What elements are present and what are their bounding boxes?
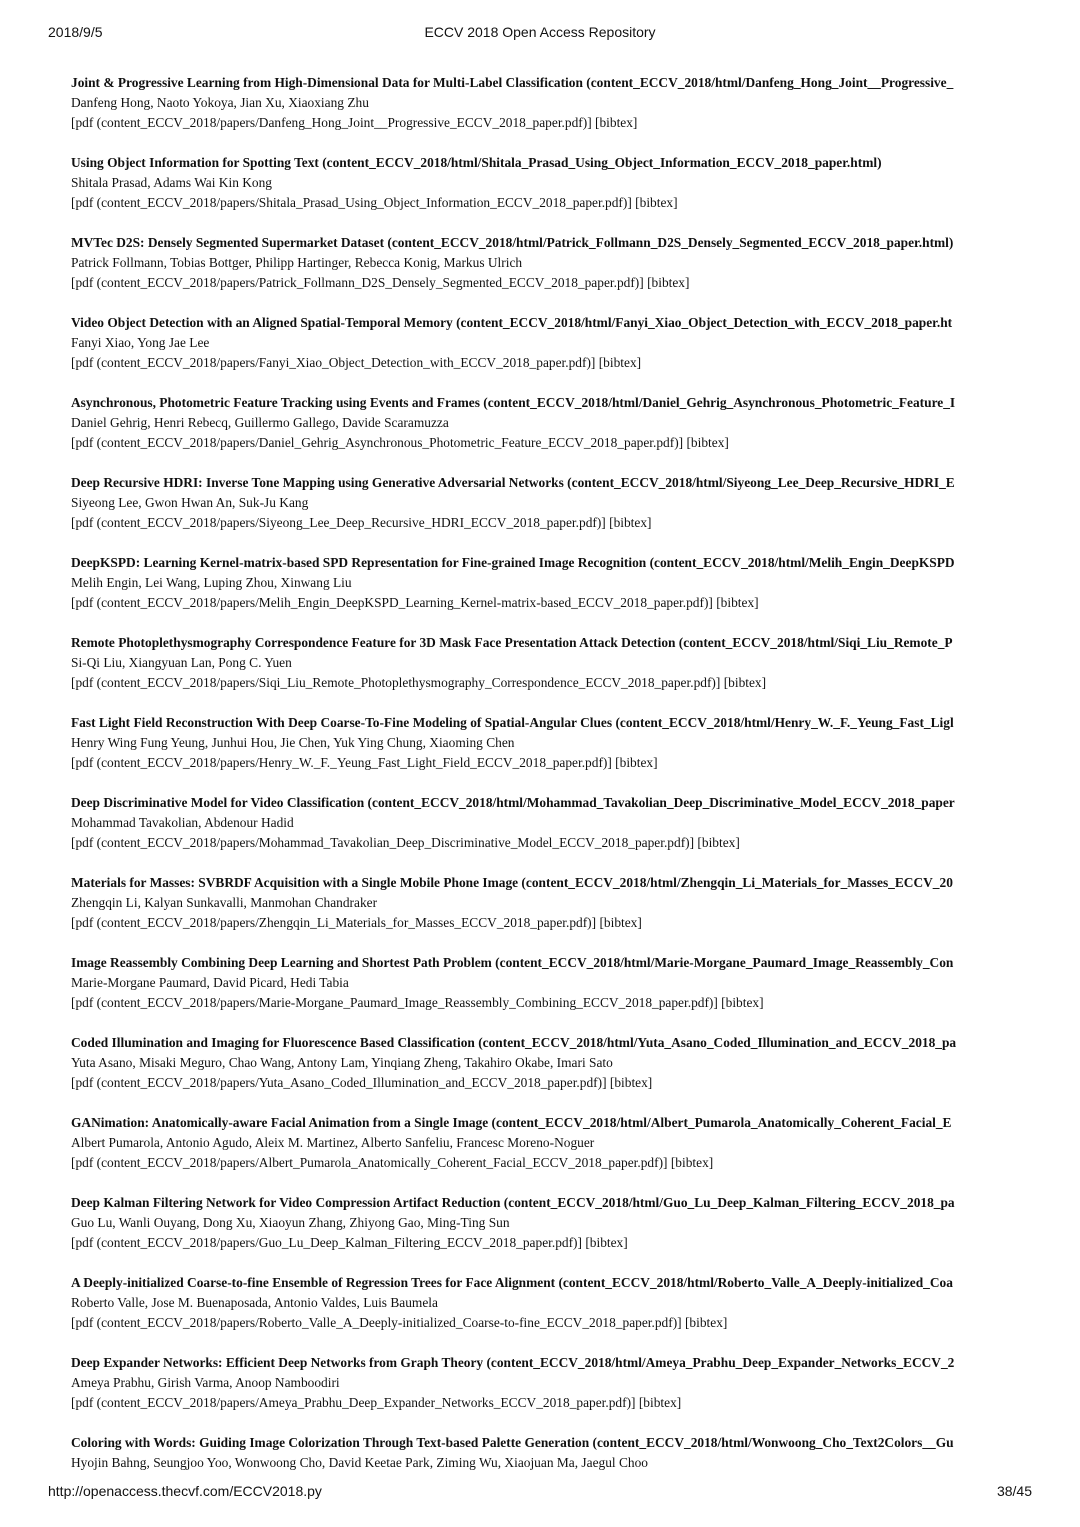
paper-pdf-bibtex-links[interactable]: [pdf (content_ECCV_2018/papers/Daniel_Gehrig_Asynchronous_Photometric_Feature_ECCV_2018_paper.pdf)] [bibtex]	[71, 435, 729, 450]
paper-pdf-bibtex-links[interactable]: [pdf (content_ECCV_2018/papers/Mohammad_Tavakolian_Deep_Discriminative_Model_ECCV_2018_paper.pdf)] [bibtex]	[71, 835, 740, 850]
paper-entry	[71, 73, 1032, 153]
paper-authors: Yuta Asano, Misaki Meguro, Chao Wang, Antony Lam, Yinqiang Zheng, Takahiro Okabe, Imari Sato	[71, 1055, 613, 1070]
paper-authors: Melih Engin, Lei Wang, Luping Zhou, Xinwang Liu	[71, 575, 352, 590]
page-header	[0, 24, 1080, 46]
paper-title-link[interactable]: Using Object Information for Spotting Text (content_ECCV_2018/html/Shitala_Prasad_Using_Object_Information_ECCV_2018_paper.html)	[71, 155, 882, 170]
paper-authors: Shitala Prasad, Adams Wai Kin Kong	[71, 175, 273, 190]
paper-title-link[interactable]: Asynchronous, Photometric Feature Tracking using Events and Frames (content_ECCV_2018/html/Daniel_Gehrig_Asynchronous_Photometric_Feature_I	[71, 395, 956, 410]
page-title: ECCV 2018 Open Access Repository	[424, 24, 656, 40]
paper-list	[71, 73, 1032, 1513]
paper-entry	[71, 1033, 1032, 1113]
paper-pdf-bibtex-links[interactable]: [pdf (content_ECCV_2018/papers/Zhengqin_Li_Materials_for_Masses_ECCV_2018_paper.pdf)] [bibtex]	[71, 915, 642, 930]
paper-authors: Hyojin Bahng, Seungjoo Yoo, Wonwoong Cho, David Keetae Park, Ziming Wu, Xiaojuan Ma, Jaegul Choo	[71, 1455, 648, 1470]
paper-authors: Roberto Valle, Jose M. Buenaposada, Antonio Valdes, Luis Baumela	[71, 1295, 438, 1310]
paper-authors: Patrick Follmann, Tobias Bottger, Philipp Hartinger, Rebecca Konig, Markus Ulrich	[71, 255, 523, 270]
paper-entry	[71, 713, 1032, 793]
paper-title-link[interactable]: GANimation: Anatomically-aware Facial Animation from a Single Image (content_ECCV_2018/html/Albert_Pumarola_Anatomically_Coherent_Facial_E	[71, 1115, 952, 1130]
paper-pdf-bibtex-links[interactable]: [pdf (content_ECCV_2018/papers/Danfeng_Hong_Joint__Progressive_ECCV_2018_paper.pdf)] [bibtex]	[71, 115, 638, 130]
paper-pdf-bibtex-links[interactable]: [pdf (content_ECCV_2018/papers/Ameya_Prabhu_Deep_Expander_Networks_ECCV_2018_paper.pdf)] [bibtex]	[71, 1395, 682, 1410]
paper-entry	[71, 953, 1032, 1033]
paper-entry	[71, 553, 1032, 633]
paper-authors: Fanyi Xiao, Yong Jae Lee	[71, 335, 210, 350]
paper-entry	[71, 873, 1032, 953]
paper-pdf-bibtex-links[interactable]: [pdf (content_ECCV_2018/papers/Henry_W._F._Yeung_Fast_Light_Field_ECCV_2018_paper.pdf)] [bibtex]	[71, 755, 658, 770]
paper-pdf-bibtex-links[interactable]: [pdf (content_ECCV_2018/papers/Marie-Morgane_Paumard_Image_Reassembly_Combining_ECCV_2018_paper.pdf)] [bibtex]	[71, 995, 764, 1010]
paper-entry	[71, 473, 1032, 553]
paper-entry	[71, 1273, 1032, 1353]
paper-authors: Marie-Morgane Paumard, David Picard, Hedi Tabia	[71, 975, 349, 990]
paper-title-link[interactable]: Deep Recursive HDRI: Inverse Tone Mapping using Generative Adversarial Networks (content_ECCV_2018/html/Siyeong_Lee_Deep_Recursive_HDRI_E	[71, 475, 955, 490]
paper-entry	[71, 153, 1032, 233]
paper-pdf-bibtex-links[interactable]: [pdf (content_ECCV_2018/papers/Roberto_Valle_A_Deeply-initialized_Coarse-to-fine_ECCV_2018_paper.pdf)] [bibtex]	[71, 1315, 728, 1330]
paper-title-link[interactable]: MVTec D2S: Densely Segmented Supermarket Dataset (content_ECCV_2018/html/Patrick_Follmann_D2S_Densely_Segmented_ECCV_2018_paper.html)	[71, 235, 954, 250]
paper-authors: Henry Wing Fung Yeung, Junhui Hou, Jie Chen, Yuk Ying Chung, Xiaoming Chen	[71, 735, 515, 750]
paper-title-link[interactable]: Materials for Masses: SVBRDF Acquisition with a Single Mobile Phone Image (content_ECCV_2018/html/Zhengqin_Li_Materials_for_Masses_ECCV_20	[71, 875, 953, 890]
paper-authors: Siyeong Lee, Gwon Hwan An, Suk-Ju Kang	[71, 495, 309, 510]
paper-entry	[71, 233, 1032, 313]
paper-entry	[71, 313, 1032, 393]
paper-authors: Mohammad Tavakolian, Abdenour Hadid	[71, 815, 294, 830]
page-footer	[0, 1483, 1080, 1505]
paper-authors: Ameya Prabhu, Girish Varma, Anoop Namboodiri	[71, 1375, 340, 1390]
paper-title-link[interactable]: DeepKSPD: Learning Kernel-matrix-based SPD Representation for Fine-grained Image Recognition (content_ECCV_2018/html/Melih_Engin_DeepKSPD	[71, 555, 955, 570]
paper-title-link[interactable]: Video Object Detection with an Aligned Spatial-Temporal Memory (content_ECCV_2018/html/Fanyi_Xiao_Object_Detection_with_ECCV_2018_paper.ht	[71, 315, 953, 330]
paper-title-link[interactable]: A Deeply-initialized Coarse-to-fine Ensemble of Regression Trees for Face Alignment (content_ECCV_2018/html/Roberto_Valle_A_Deeply-initialized_Coa	[71, 1275, 953, 1290]
print-date: 2018/9/5	[48, 24, 103, 40]
paper-authors: Albert Pumarola, Antonio Agudo, Aleix M. Martinez, Alberto Sanfeliu, Francesc Moreno-Noguer	[71, 1135, 595, 1150]
paper-authors: Si-Qi Liu, Xiangyuan Lan, Pong C. Yuen	[71, 655, 292, 670]
paper-title-link[interactable]: Remote Photoplethysmography Correspondence Feature for 3D Mask Face Presentation Attack Detection (content_ECCV_2018/html/Siqi_Liu_Remote_P	[71, 635, 953, 650]
paper-authors: Zhengqin Li, Kalyan Sunkavalli, Manmohan Chandraker	[71, 895, 378, 910]
paper-title-link[interactable]: Fast Light Field Reconstruction With Deep Coarse-To-Fine Modeling of Spatial-Angular Clues (content_ECCV_2018/html/Henry_W._F._Yeung_Fast_Ligl	[71, 715, 954, 730]
paper-title-link[interactable]: Coloring with Words: Guiding Image Colorization Through Text-based Palette Generation (content_ECCV_2018/html/Wonwoong_Cho_Text2Colors__Gu	[71, 1435, 954, 1450]
paper-pdf-bibtex-links[interactable]: [pdf (content_ECCV_2018/papers/Albert_Pumarola_Anatomically_Coherent_Facial_ECCV_2018_paper.pdf)] [bibtex]	[71, 1155, 714, 1170]
paper-entry	[71, 1113, 1032, 1193]
paper-title-link[interactable]: Deep Expander Networks: Efficient Deep Networks from Graph Theory (content_ECCV_2018/html/Ameya_Prabhu_Deep_Expander_Networks_ECCV_2	[71, 1355, 955, 1370]
paper-title-link[interactable]: Joint & Progressive Learning from High-Dimensional Data for Multi-Label Classification (content_ECCV_2018/html/Danfeng_Hong_Joint__Progressive_	[71, 75, 954, 90]
paper-pdf-bibtex-links[interactable]: [pdf (content_ECCV_2018/papers/Melih_Engin_DeepKSPD_Learning_Kernel-matrix-based_ECCV_2018_paper.pdf)] [bibtex]	[71, 595, 759, 610]
paper-title-link[interactable]: Coded Illumination and Imaging for Fluorescence Based Classification (content_ECCV_2018/html/Yuta_Asano_Coded_Illumination_and_ECCV_2018_pa	[71, 1035, 957, 1050]
paper-entry	[71, 1353, 1032, 1433]
paper-title-link[interactable]: Deep Discriminative Model for Video Classification (content_ECCV_2018/html/Mohammad_Tavakolian_Deep_Discriminative_Model_ECCV_2018_paper	[71, 795, 955, 810]
paper-title-link[interactable]: Deep Kalman Filtering Network for Video Compression Artifact Reduction (content_ECCV_2018/html/Guo_Lu_Deep_Kalman_Filtering_ECCV_2018_pa	[71, 1195, 955, 1210]
page-url: http://openaccess.thecvf.com/ECCV2018.py	[48, 1483, 322, 1499]
paper-entry	[71, 393, 1032, 473]
paper-title-link[interactable]: Image Reassembly Combining Deep Learning and Shortest Path Problem (content_ECCV_2018/html/Marie-Morgane_Paumard_Image_Reassembly_Con	[71, 955, 954, 970]
paper-pdf-bibtex-links[interactable]: [pdf (content_ECCV_2018/papers/Shitala_Prasad_Using_Object_Information_ECCV_2018_paper.pdf)] [bibtex]	[71, 195, 678, 210]
paper-entry	[71, 793, 1032, 873]
paper-entry	[71, 1193, 1032, 1273]
paper-entry	[71, 633, 1032, 713]
paper-pdf-bibtex-links[interactable]: [pdf (content_ECCV_2018/papers/Fanyi_Xiao_Object_Detection_with_ECCV_2018_paper.pdf)] [bibtex]	[71, 355, 642, 370]
paper-pdf-bibtex-links[interactable]: [pdf (content_ECCV_2018/papers/Guo_Lu_Deep_Kalman_Filtering_ECCV_2018_paper.pdf)] [bibtex]	[71, 1235, 628, 1250]
paper-pdf-bibtex-links[interactable]: [pdf (content_ECCV_2018/papers/Siqi_Liu_Remote_Photoplethysmography_Correspondence_ECCV_2018_paper.pdf)] [bibtex]	[71, 675, 767, 690]
page-number: 38/45	[996, 1483, 1032, 1499]
paper-authors: Danfeng Hong, Naoto Yokoya, Jian Xu, Xiaoxiang Zhu	[71, 95, 369, 110]
paper-authors: Daniel Gehrig, Henri Rebecq, Guillermo Gallego, Davide Scaramuzza	[71, 415, 449, 430]
paper-pdf-bibtex-links[interactable]: [pdf (content_ECCV_2018/papers/Patrick_Follmann_D2S_Densely_Segmented_ECCV_2018_paper.pdf)] [bibtex]	[71, 275, 690, 290]
paper-authors: Guo Lu, Wanli Ouyang, Dong Xu, Xiaoyun Zhang, Zhiyong Gao, Ming-Ting Sun	[71, 1215, 510, 1230]
paper-pdf-bibtex-links[interactable]: [pdf (content_ECCV_2018/papers/Yuta_Asano_Coded_Illumination_and_ECCV_2018_paper.pdf)] [bibtex]	[71, 1075, 653, 1090]
paper-pdf-bibtex-links[interactable]: [pdf (content_ECCV_2018/papers/Siyeong_Lee_Deep_Recursive_HDRI_ECCV_2018_paper.pdf)] [bibtex]	[71, 515, 652, 530]
